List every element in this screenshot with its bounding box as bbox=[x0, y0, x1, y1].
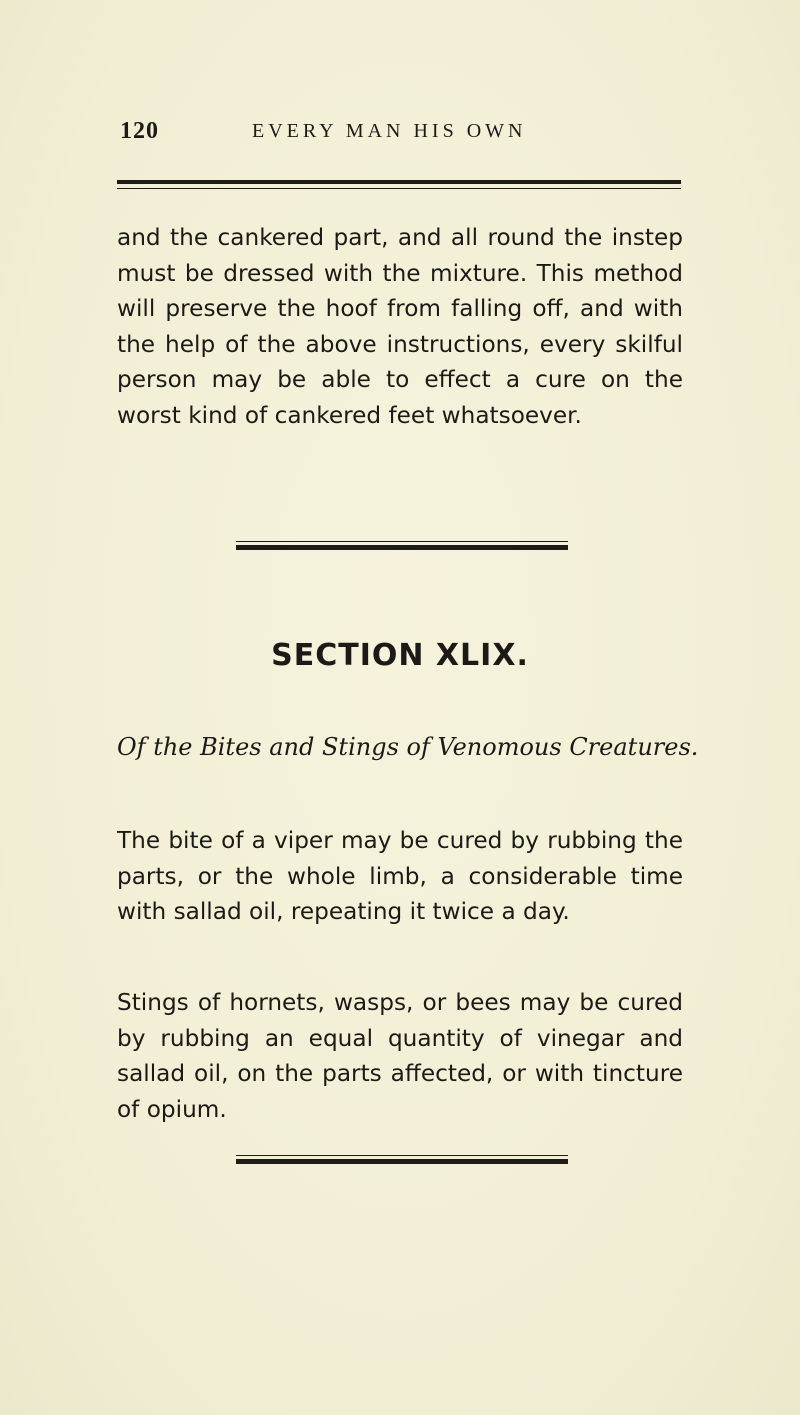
footer-rule-thick bbox=[236, 1159, 568, 1164]
paragraph-stings: Stings of hornets, wasps, or bees may be cured by rubbing an equal quantity of vinegar and sallad oil, on the parts affected, or with tincture of opium. bbox=[117, 989, 683, 1123]
section-subheading: Of the Bites and Stings of Venomous Creatures. bbox=[117, 733, 699, 761]
header-rule-thick bbox=[117, 180, 681, 184]
section-heading: SECTION XLIX. bbox=[271, 638, 529, 673]
footer-rule-thin bbox=[236, 1155, 568, 1156]
header-rule-thin bbox=[117, 188, 681, 189]
paragraph-cankered-feet: and the cankered part, and all round the instep must be dressed with the mixture. This method will preserve the hoof from falling off, and with the help of the above instructions, every skilful person may be able to effect a cure on the worst kind of cankered feet whatsoever. bbox=[117, 224, 683, 429]
section-divider-thick bbox=[236, 545, 568, 550]
page-number: 120 bbox=[120, 118, 159, 144]
paragraph-viper-bite: The bite of a viper may be cured by rubbing the parts, or the whole limb, a considerable time with sallad oil, repeating it twice a day. bbox=[117, 827, 683, 926]
running-head bbox=[120, 118, 680, 148]
section-divider-thin bbox=[236, 541, 568, 542]
running-title: EVERY MAN HIS OWN bbox=[252, 120, 527, 142]
